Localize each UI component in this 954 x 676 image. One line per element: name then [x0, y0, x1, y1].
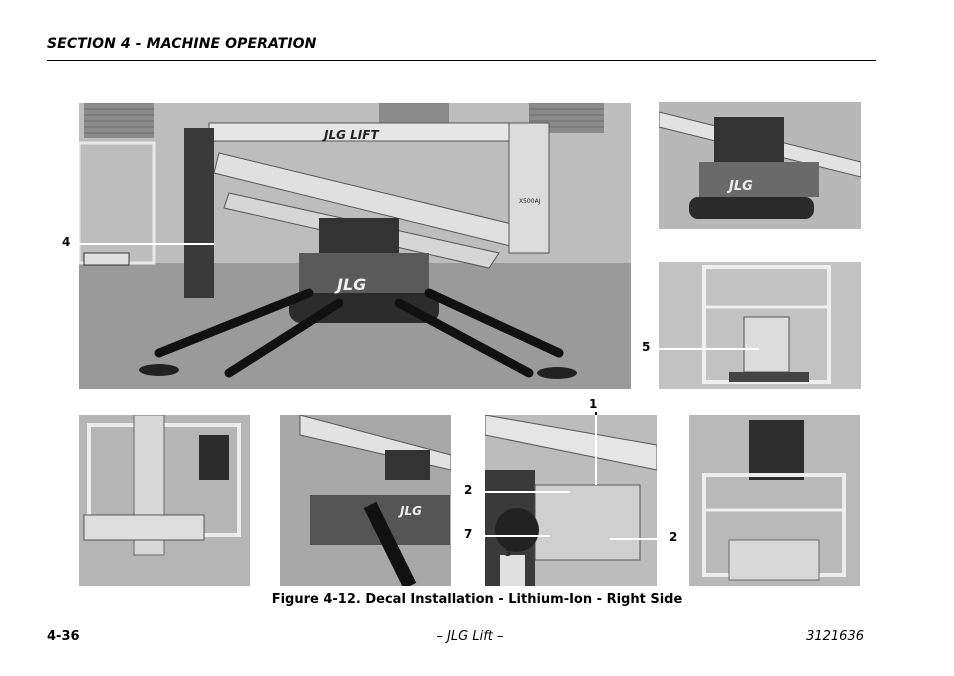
section-title: SECTION 4 - MACHINE OPERATION: [47, 36, 317, 52]
brand-label: JLG LIFT: [324, 128, 379, 142]
callout-2-right: 2: [669, 530, 678, 544]
logo-bottom-2: JLG: [400, 504, 422, 518]
page-number: 4-36: [47, 629, 80, 644]
photo-top-right: [659, 102, 861, 229]
header-rule: [47, 60, 876, 61]
callout-2-left: 2: [464, 483, 473, 497]
photo-bottom-1: [79, 415, 250, 586]
photo-platform-decal: [659, 262, 861, 389]
photo-bottom-4: [689, 415, 860, 586]
leader-1: [595, 415, 597, 485]
leader-2-left: [485, 491, 570, 493]
leader-7: [485, 535, 550, 537]
photo-bottom-3: [485, 415, 657, 586]
callout-1: 1: [589, 397, 598, 411]
leader-4: [79, 243, 214, 245]
photo-main-right-side: [79, 103, 631, 389]
doc-number: 3121636: [806, 629, 864, 644]
decal-3-label: 3: [505, 549, 512, 559]
figure-caption: Figure 4-12. Decal Installation - Lithium-Ion - Right Side: [271, 592, 683, 607]
chassis-logo: JLG: [337, 275, 367, 294]
photo-bottom-2: [280, 415, 451, 586]
model-label: X500AJ: [519, 198, 541, 205]
callout-7: 7: [464, 527, 473, 541]
callout-4: 4: [62, 235, 71, 249]
footer-center: – JLG Lift –: [436, 629, 504, 644]
callout-5: 5: [642, 340, 651, 354]
leader-5: [659, 348, 759, 350]
machine-illustration: [79, 103, 631, 389]
leader-2-right: [610, 538, 657, 540]
logo-top-right: JLG: [729, 179, 753, 194]
